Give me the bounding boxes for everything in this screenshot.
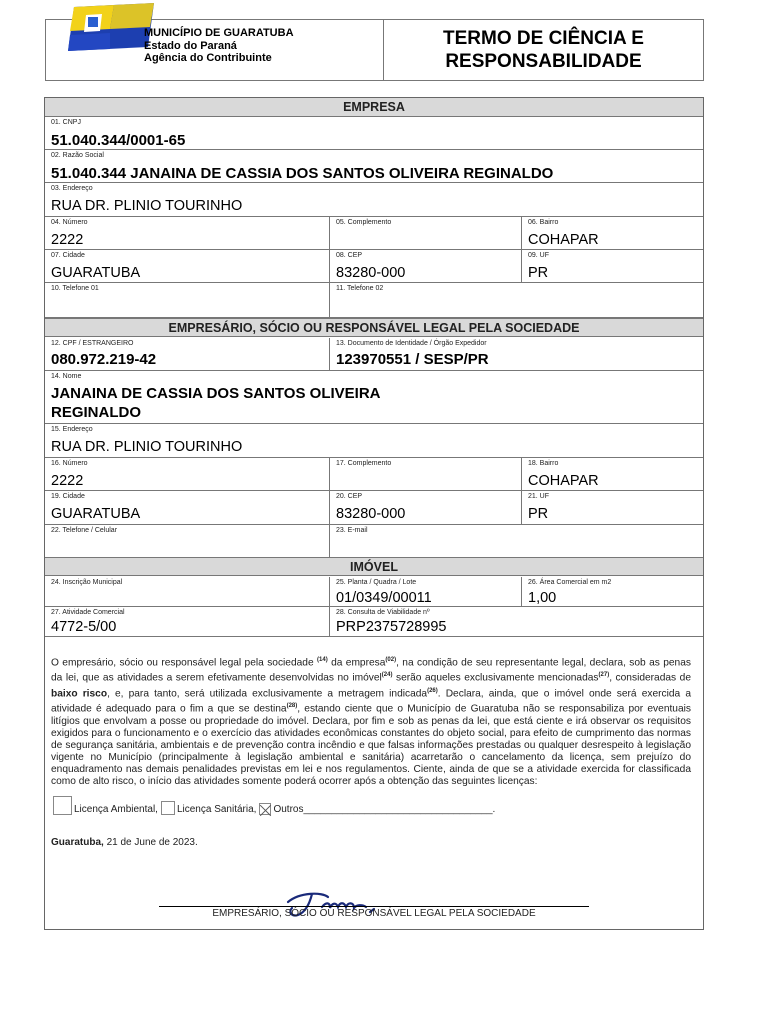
- field-value: 2222: [51, 473, 84, 489]
- field-cidade-responsavel[interactable]: [45, 491, 330, 525]
- field-label: 02. Razão Social: [51, 152, 104, 159]
- field-reference: (14): [317, 657, 328, 663]
- field-label: 04. Número: [51, 219, 88, 226]
- declaration-part: , estando ciente que o Município de Guaratuba não se responsabiliza por eventuais litígios que envolvam a posse ou propriedade do imóvel. Declara, por fim e sob as penas da lei, que está ciente e irá observar os requisitos exigidos para o funcionamento e o exercício das atividades econômicas constantes do objeto social, para efeito de cumprimento das normas de segurança sanitária, ambientais e de prevenção contra incêndio e que falsas informações prestadas ou qualquer desrespeito à legislação vigente no Município (principalmente à legislação ambiental e sanitária) acarretarão o cancelamento da licença, sem prejuízo do enquadramento nas demais penalidades previstas em lei e nos regulamentos. Ciente, ainda de que se a atividade exercida for classificada como de alto risco, o início das atividades somente poderá ocorrer após a obtenção das seguintes licenças:: [51, 703, 691, 787]
- field-label: 19. Cidade: [51, 493, 85, 500]
- field-label: 01. CNPJ: [51, 119, 81, 126]
- declaration-part: O empresário, sócio ou responsável legal pela sociedade: [51, 657, 318, 669]
- signature-label: EMPRESÁRIO, SÓCIO OU RESPONSÁVEL LEGAL PELA SOCIEDADE: [212, 908, 536, 919]
- field-label: 18. Bairro: [528, 460, 559, 467]
- field-label: 15. Endereço: [51, 426, 93, 433]
- field-value: COHAPAR: [528, 473, 599, 489]
- document-title-line-2: RESPONSABILIDADE: [445, 51, 642, 72]
- checkbox-label: Licença Sanitária,: [176, 804, 257, 815]
- header-org-block: [46, 20, 384, 80]
- form-body: [44, 97, 704, 930]
- field-label: 24. Inscrição Municipal: [51, 579, 123, 586]
- field-telefone-02[interactable]: [330, 283, 703, 318]
- field-label: 22. Telefone / Celular: [51, 527, 118, 534]
- field-label: 20. CEP: [336, 493, 363, 500]
- field-value: 1,00: [528, 590, 557, 606]
- field-consulta-viabilidade[interactable]: [330, 607, 703, 637]
- org-name: [144, 27, 294, 65]
- field-label: 10. Telefone 01: [51, 285, 99, 292]
- document-header: [45, 19, 704, 81]
- field-value: 83280-000: [336, 265, 406, 281]
- org-line-3: Agência do Contribuinte: [144, 52, 272, 64]
- field-cidade[interactable]: [45, 250, 330, 283]
- field-value: GUARATUBA: [51, 265, 141, 281]
- date-value: 21 de June de 2023.: [103, 837, 198, 848]
- section-imovel-heading: IMÓVEL: [45, 557, 703, 576]
- field-label: 17. Complemento: [336, 460, 392, 467]
- field-value: 4772-5/00: [51, 619, 117, 635]
- field-value: 51.040.344/0001-65: [51, 132, 186, 149]
- municipal-flag-icon: [66, 3, 156, 51]
- date-line: [51, 837, 198, 848]
- field-reference: (02): [385, 657, 397, 663]
- declaration-part: , na condição de seu representante legal, declara, sob as penas da lei, que as atividades a serem efetivamente desenvolvidas no imóvel: [51, 657, 691, 684]
- field-uf[interactable]: [522, 250, 703, 283]
- field-value: PR: [528, 506, 549, 522]
- field-atividade-comercial[interactable]: [45, 607, 330, 637]
- field-label: 06. Bairro: [528, 219, 559, 226]
- field-label: 03. Endereço: [51, 185, 93, 192]
- field-value: RUA DR. PLINIO TOURINHO: [51, 439, 243, 455]
- field-endereco-responsavel[interactable]: [45, 424, 703, 458]
- field-reference: (24): [381, 672, 393, 679]
- field-planta-quadra-lote[interactable]: [330, 577, 522, 607]
- field-numero-responsavel[interactable]: [45, 458, 330, 491]
- field-value: PRP2375728995: [336, 619, 447, 635]
- section-empresa-heading: EMPRESA: [45, 98, 703, 117]
- field-label: 07. Cidade: [51, 252, 85, 259]
- field-value: 83280-000: [336, 506, 406, 522]
- field-cep-responsavel[interactable]: [330, 491, 522, 525]
- field-label: 26. Área Comercial em m2: [528, 579, 612, 586]
- field-value: COHAPAR: [528, 232, 599, 248]
- field-value: 01/0349/00011: [336, 590, 432, 606]
- field-cep[interactable]: [330, 250, 522, 283]
- license-options: [53, 796, 495, 815]
- field-razao-social[interactable]: [45, 150, 703, 183]
- field-value: JANAINA DE CASSIA DOS SANTOS OLIVEIRA REGINALDO: [51, 385, 380, 421]
- field-value: 080.972.219-42: [51, 351, 157, 368]
- field-value: 51.040.344 JANAINA DE CASSIA DOS SANTOS OLIVEIRA REGINALDO: [51, 165, 554, 182]
- field-value: 2222: [51, 232, 84, 248]
- field-label: 12. CPF / ESTRANGEIRO: [51, 340, 134, 347]
- field-telefone-celular[interactable]: [45, 525, 330, 558]
- field-label: 16. Número: [51, 460, 88, 467]
- field-telefone-01[interactable]: [45, 283, 330, 318]
- checkbox-outros[interactable]: [259, 803, 271, 815]
- org-line-2: Estado do Paraná: [144, 39, 237, 52]
- document-title-line-1: TERMO DE CIÊNCIA E: [443, 28, 644, 49]
- declaration-part: , consideradas de: [609, 672, 691, 684]
- declaration-part: . Declara, ainda, que o imóvel onde será exercida a atividade é adequado para o fim a que se destina: [51, 688, 691, 715]
- field-reference: (27): [598, 672, 610, 679]
- field-label: 28. Consulta de Viabilidade nº: [336, 609, 430, 616]
- declaration-part: da empresa: [327, 657, 386, 669]
- field-bairro-responsavel[interactable]: [522, 458, 703, 491]
- field-value: PR: [528, 265, 549, 281]
- checkbox-licenca-sanitaria[interactable]: [161, 801, 175, 815]
- declaration-part: serão aqueles exclusivamente mencionadas: [392, 672, 599, 684]
- field-reference: (26): [427, 687, 438, 694]
- field-label: 23. E-mail: [336, 527, 368, 534]
- field-label: 27. Atividade Comercial: [51, 609, 125, 616]
- field-documento-identidade[interactable]: [330, 338, 703, 371]
- field-inscricao-municipal[interactable]: [45, 577, 330, 607]
- field-email[interactable]: [330, 525, 703, 558]
- declaration-emphasis: baixo risco: [51, 688, 108, 700]
- field-label: 25. Planta / Quadra / Lote: [336, 579, 417, 586]
- field-bairro[interactable]: [522, 217, 703, 250]
- field-complemento-responsavel[interactable]: [330, 458, 522, 491]
- section-responsavel-heading: EMPRESÁRIO, SÓCIO OU RESPONSÁVEL LEGAL PELA SOCIEDADE: [45, 318, 703, 337]
- checkbox-label: Licença Ambiental,: [74, 804, 158, 815]
- field-label: 14. Nome: [51, 373, 82, 380]
- checkbox-label: Outros__________________________________.: [273, 804, 496, 815]
- field-cnpj[interactable]: [45, 117, 703, 150]
- field-value: RUA DR. PLINIO TOURINHO: [51, 198, 243, 214]
- field-nome[interactable]: [45, 371, 703, 424]
- field-label: 08. CEP: [336, 252, 363, 259]
- field-label: 05. Complemento: [336, 219, 392, 226]
- field-area-comercial[interactable]: [522, 577, 703, 607]
- header-title-block: [384, 20, 703, 80]
- field-numero[interactable]: [45, 217, 330, 250]
- field-endereco[interactable]: [45, 183, 703, 217]
- org-line-1: MUNICÍPIO DE GUARATUBA: [144, 27, 294, 39]
- field-reference: (28): [286, 703, 298, 710]
- field-value: 123970551 / SESP/PR: [336, 351, 489, 368]
- date-city: Guaratuba,: [51, 837, 104, 848]
- signature-line: [159, 906, 589, 907]
- field-label: 11. Telefone 02: [336, 285, 384, 292]
- field-label: 13. Documento de Identidade / Órgão Expedidor: [336, 340, 487, 347]
- field-label: 21. UF: [528, 493, 550, 500]
- checkbox-licenca-ambiental[interactable]: [53, 796, 72, 815]
- field-cpf[interactable]: [45, 338, 330, 371]
- field-uf-responsavel[interactable]: [522, 491, 703, 525]
- field-complemento[interactable]: [330, 217, 522, 250]
- field-label: 09. UF: [528, 252, 550, 259]
- field-value: GUARATUBA: [51, 506, 141, 522]
- declaration-part: , e, para tanto, será utilizada exclusivamente a metragem indicada: [107, 688, 428, 700]
- declaration-text: [51, 654, 691, 788]
